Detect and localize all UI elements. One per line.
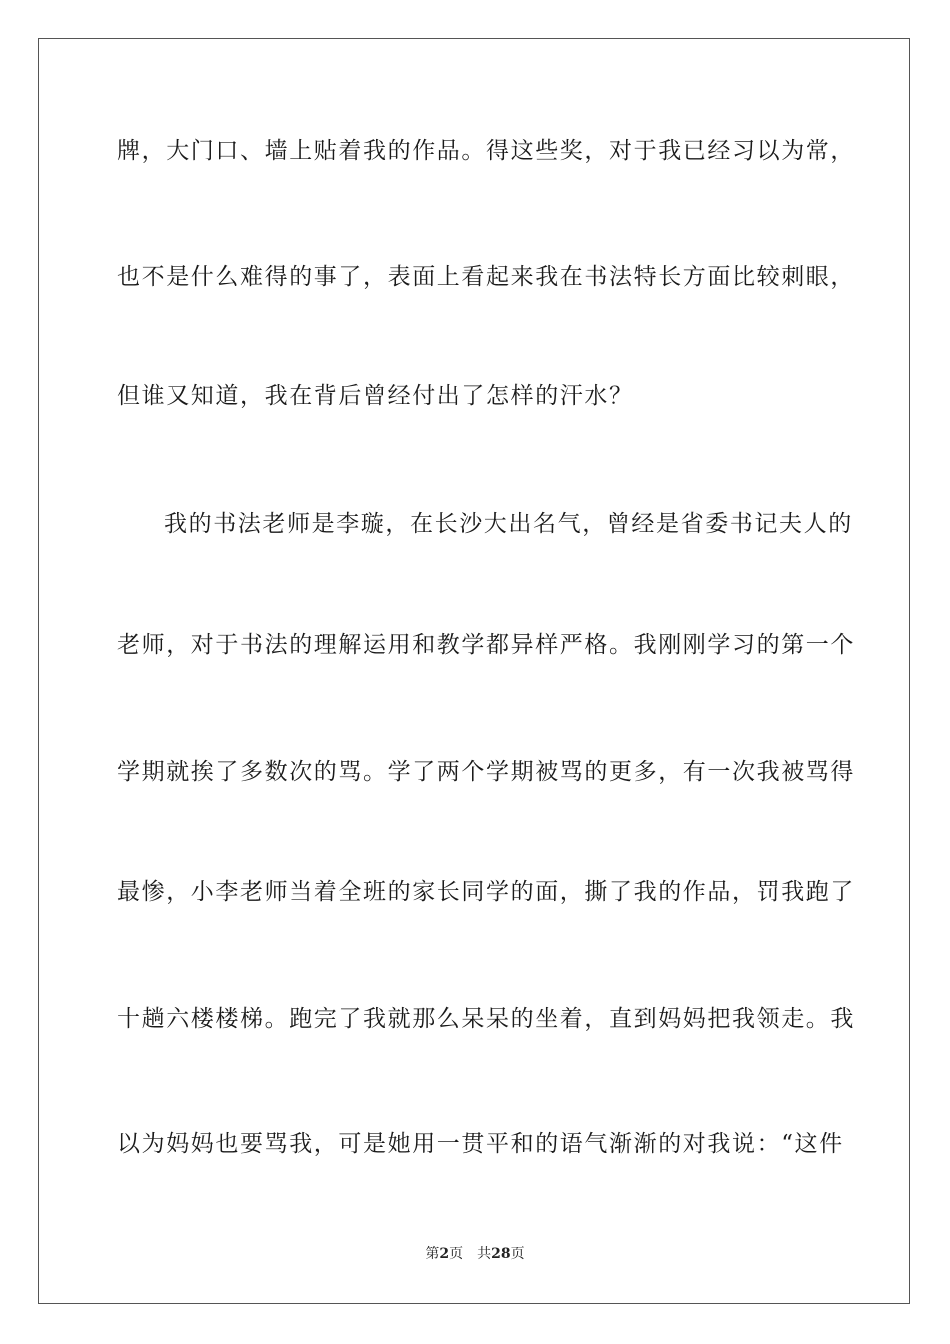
text-line-5: 老师，对于书法的理解运用和教学都异样严格。我刚刚学习的第一个	[117, 632, 855, 658]
text-line-2: 也不是什么难得的事了，表面上看起来我在书法特长方面比较刺眼，	[117, 264, 855, 290]
text-line-1: 牌，大门口、墙上贴着我的作品。得这些奖，对于我已经习以为常，	[117, 138, 855, 164]
total-pages: 28	[491, 1246, 511, 1262]
text-line-8: 十趟六楼楼梯。跑完了我就那么呆呆的坐着，直到妈妈把我领走。我	[117, 1006, 855, 1032]
page-footer	[0, 1244, 950, 1264]
text-line-3: 但谁又知道，我在背后曾经付出了怎样的汗水？	[117, 383, 634, 409]
total-suffix: 页	[510, 1246, 525, 1262]
page-number: 2	[439, 1246, 450, 1262]
text-line-7: 最惨，小李老师当着全班的家长同学的面，撕了我的作品，罚我跑了	[117, 879, 855, 905]
page-border	[38, 38, 910, 1304]
page-prefix: 第	[425, 1246, 440, 1262]
total-prefix: 共	[477, 1246, 492, 1262]
page-suffix: 页	[449, 1246, 464, 1262]
text-line-6: 学期就挨了多数次的骂。学了两个学期被骂的更多，有一次我被骂得	[117, 759, 855, 785]
text-line-9: 以为妈妈也要骂我，可是她用一贯平和的语气渐渐的对我说：“这件	[117, 1131, 844, 1157]
paragraph-start-line: 我的书法老师是李璇，在长沙大出名气，曾经是省委书记夫人的	[164, 511, 853, 537]
